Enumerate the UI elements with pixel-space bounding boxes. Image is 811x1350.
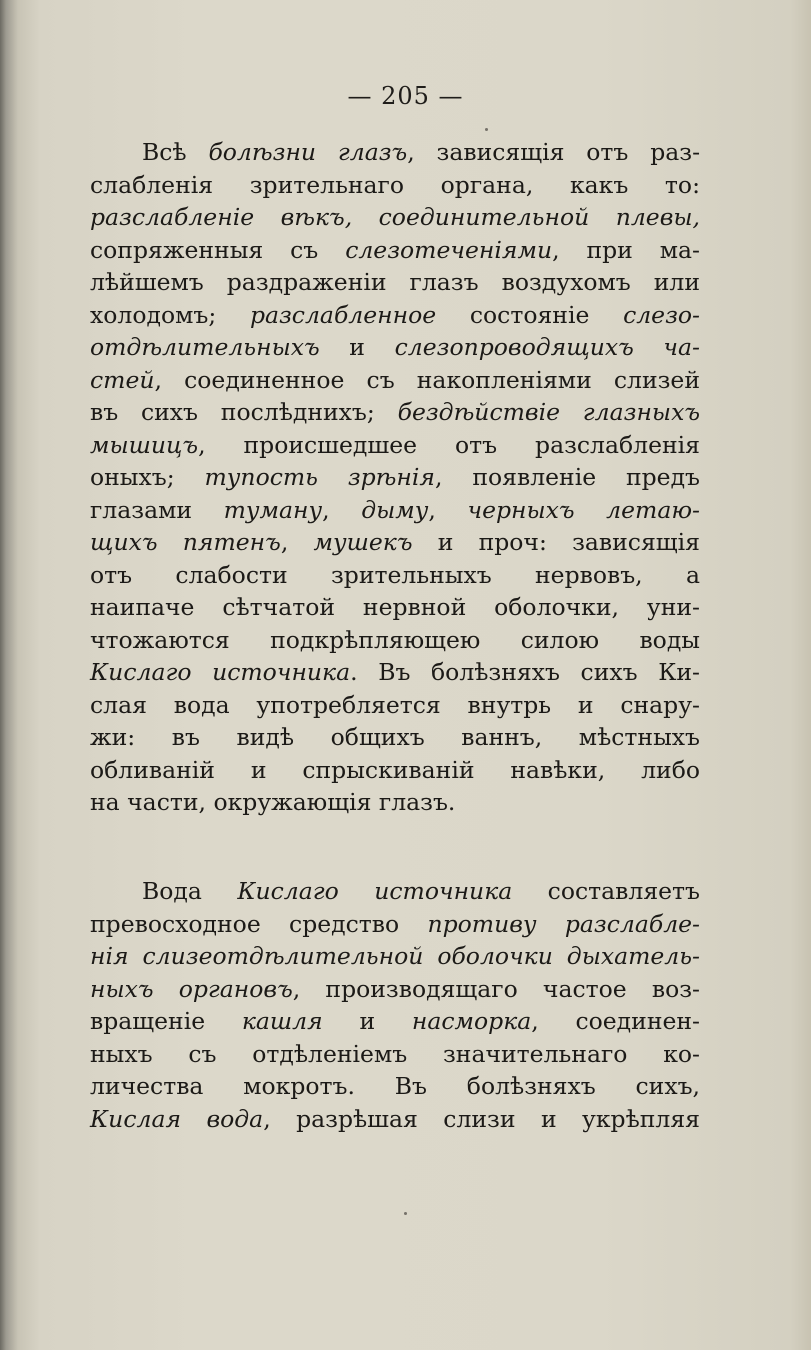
page-number: — 205 — [347,82,464,110]
text-run: превосходное средство [90,909,428,938]
text-run: чтожаются подкрѣпляющею силою воды [90,625,700,654]
text-line [90,940,700,973]
text-line [90,201,700,234]
text-line [90,331,700,364]
text-run: на части, окружающія глазъ. [90,788,456,816]
text-run: обливаній и спрыскиваній навѣки, либо [90,755,700,784]
text-line [90,689,700,722]
italic-phrase: Кислаго источника [90,658,351,686]
text-line [90,364,700,397]
text-line [90,559,700,592]
italic-phrase: тупость зрѣнія [204,463,435,491]
text-line [90,234,700,267]
italic-phrase: дыму [361,495,429,524]
italic-phrase: нія слизеотдѣлительной оболочки дыхатель- [90,942,700,970]
text-line [90,1103,700,1136]
text-line [90,656,700,689]
text-run: , при ма- [552,235,700,264]
text-run: , [428,495,468,524]
text-run: глазами [90,495,224,524]
italic-phrase: противу разслабле- [427,909,701,938]
italic-phrase: слезотеченіями [345,235,553,264]
text-line [90,973,700,1006]
text-line [90,754,700,787]
text-run: отъ слабости зрительныхъ нервовъ, а [90,560,700,589]
text-run: наипаче сѣтчатой нервной оболочки, уни- [90,593,700,621]
italic-phrase: кашля [241,1007,323,1035]
text-line [90,169,700,202]
text-line [90,591,700,624]
italic-phrase: отдѣлительныхъ [90,333,320,361]
text-line [90,1070,700,1103]
paragraph-1 [90,136,700,819]
text-run: , появленіе предъ [434,463,701,491]
text-run: , соединен- [531,1007,700,1035]
italic-phrase: болѣзни глазъ [208,138,408,166]
italic-phrase: Кислая вода [90,1104,264,1133]
text-run: и [322,1007,412,1035]
text-line [90,396,700,429]
text-run: , [280,528,314,556]
italic-phrase: слезо- [623,300,700,329]
italic-phrase: мушекъ [313,528,413,556]
text-run: слабленія зрительнаго органа, какъ то: [90,170,700,199]
italic-phrase: щихъ пятенъ [90,528,281,556]
text-run: личества мокротъ. Въ болѣзняхъ сихъ, [90,1072,700,1100]
text-line [90,721,700,754]
text-run: ныхъ съ отдѣленіемъ значительнаго ко- [90,1039,700,1068]
text-run: , зависящія отъ раз- [407,138,701,166]
text-run: , происшедшее отъ разслабленія [198,430,700,459]
text-run: оныхъ; [90,463,205,491]
ink-speck [485,128,488,131]
text-run: сопряженныя съ [90,235,346,264]
italic-phrase: черныхъ летаю- [467,495,700,524]
italic-phrase: мышицъ [90,430,199,459]
text-run: и [319,333,395,361]
text-run: , производящаго частое воз- [292,974,700,1003]
text-run: , [322,495,362,524]
text-run: лѣйшемъ раздраженіи глазъ воздухомъ или [90,268,700,296]
text-run: слая вода употребляется внутрь и снару- [90,690,700,719]
text-line [90,461,700,494]
text-run: жи: въ видѣ общихъ ваннъ, мѣстныхъ [90,723,700,751]
italic-phrase: Кислаго источника [237,877,513,905]
text-run: въ сихъ послѣднихъ; [90,398,398,426]
text-run: составляетъ [512,877,700,905]
text-line [90,526,700,559]
italic-phrase: ныхъ органовъ [90,974,293,1003]
text-run: , разрѣшая слизи и укрѣпляя [263,1104,701,1133]
text-line [90,908,700,941]
italic-phrase: разслабленіе вѣкъ, соединительной плевы, [90,203,700,231]
text-line [90,494,700,527]
italic-phrase: стей [90,365,155,394]
text-line [90,299,700,332]
text-line [90,786,700,819]
text-line [90,1005,700,1038]
text-line [90,429,700,462]
paragraph-2 [90,875,700,1135]
text-run: Всѣ [142,138,209,166]
text-line [90,624,700,657]
text-run: холодомъ; [90,300,250,329]
italic-phrase: слезопроводящихъ ча- [394,333,700,361]
text-run: Вода [142,877,238,905]
text-run: , соединенное съ накопленіями слизей [154,365,700,394]
text-line [90,875,700,908]
italic-phrase: туману [223,495,323,524]
text-line [90,136,700,169]
text-line [90,1038,700,1071]
text-run: . Въ болѣзняхъ сихъ Ки- [350,658,700,686]
italic-phrase: бездѣйствіе глазныхъ [397,398,700,426]
text-run: вращеніе [90,1007,242,1035]
italic-phrase: насморка [411,1007,532,1035]
text-line [90,266,700,299]
text-run: состояніе [436,300,624,329]
italic-phrase: разслабленное [249,300,437,329]
text-run: и проч: зависящія [412,528,700,556]
ink-speck [404,1212,407,1215]
